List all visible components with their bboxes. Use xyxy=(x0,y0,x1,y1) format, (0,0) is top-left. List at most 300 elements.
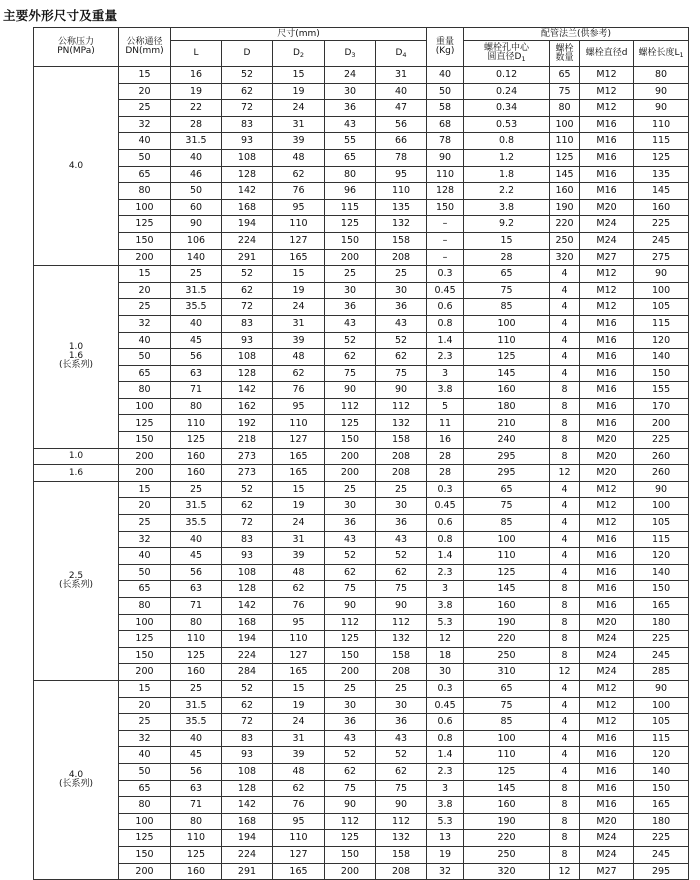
table-cell: 158 xyxy=(376,647,427,664)
table-cell: 150 xyxy=(119,432,171,449)
table-cell: 165 xyxy=(273,448,325,465)
table-cell: 80 xyxy=(325,166,376,183)
table-cell: 8 xyxy=(550,448,580,465)
table-cell: 1.4 xyxy=(427,332,464,349)
table-cell: 4 xyxy=(550,349,580,366)
header-D4 xyxy=(376,41,427,67)
table-cell: 40 xyxy=(171,149,222,166)
table-cell: M12 xyxy=(580,67,634,84)
table-cell: 90 xyxy=(325,598,376,615)
table-cell: 40 xyxy=(171,730,222,747)
table-cell: 50 xyxy=(119,349,171,366)
table-cell: 48 xyxy=(273,349,325,366)
table-cell: M12 xyxy=(580,83,634,100)
table-cell: 20 xyxy=(119,83,171,100)
table-cell: 72 xyxy=(222,714,273,731)
table-cell: M16 xyxy=(580,581,634,598)
table-cell: 45 xyxy=(171,747,222,764)
table-cell: 15 xyxy=(273,680,325,697)
table-row xyxy=(34,631,689,648)
table-cell: 24 xyxy=(273,100,325,117)
table-cell: 8 xyxy=(550,614,580,631)
table-cell: 78 xyxy=(376,149,427,166)
table-row xyxy=(34,564,689,581)
table-cell: 190 xyxy=(464,614,550,631)
table-cell: 32 xyxy=(427,863,464,880)
table-cell: 145 xyxy=(464,581,550,598)
table-row xyxy=(34,614,689,631)
table-cell: 95 xyxy=(273,398,325,415)
table-cell: 28 xyxy=(427,448,464,465)
table-cell: 90 xyxy=(634,83,689,100)
table-cell: 127 xyxy=(273,232,325,249)
table-cell: 165 xyxy=(634,797,689,814)
table-cell: 200 xyxy=(634,415,689,432)
table-cell: 30 xyxy=(376,282,427,299)
table-cell: 56 xyxy=(171,564,222,581)
table-cell: 128 xyxy=(222,581,273,598)
header-bolt-len xyxy=(634,41,689,67)
table-cell: 100 xyxy=(464,730,550,747)
table-cell: 180 xyxy=(634,614,689,631)
table-cell: 100 xyxy=(464,315,550,332)
table-cell: 48 xyxy=(273,149,325,166)
table-cell: 0.6 xyxy=(427,299,464,316)
table-cell: 50 xyxy=(119,564,171,581)
table-cell: 31 xyxy=(376,67,427,84)
table-cell: M16 xyxy=(580,763,634,780)
table-cell: M20 xyxy=(580,813,634,830)
table-cell: 66 xyxy=(376,133,427,150)
table-cell: 95 xyxy=(376,166,427,183)
table-cell: M12 xyxy=(580,515,634,532)
table-cell: 150 xyxy=(427,199,464,216)
table-cell: 4 xyxy=(550,498,580,515)
table-row xyxy=(34,249,689,266)
table-cell: 120 xyxy=(634,332,689,349)
table-cell: 15 xyxy=(119,481,171,498)
table-cell: 62 xyxy=(273,780,325,797)
table-cell: 19 xyxy=(427,846,464,863)
table-cell: M20 xyxy=(580,432,634,449)
table-cell: 4 xyxy=(550,282,580,299)
table-cell: M12 xyxy=(580,697,634,714)
table-cell: 120 xyxy=(634,548,689,565)
table-cell: 1.4 xyxy=(427,747,464,764)
table-cell: 25 xyxy=(376,481,427,498)
table-cell: 105 xyxy=(634,515,689,532)
table-cell: 200 xyxy=(119,863,171,880)
table-cell: 295 xyxy=(464,448,550,465)
header-dn-label: 公称通径 DN(mm) xyxy=(125,37,164,56)
table-cell: 0.8 xyxy=(427,315,464,332)
table-cell: 110 xyxy=(171,631,222,648)
table-cell: 4 xyxy=(550,564,580,581)
table-cell: 31 xyxy=(273,730,325,747)
table-cell: 9.2 xyxy=(464,216,550,233)
table-cell: 140 xyxy=(634,763,689,780)
table-cell: M16 xyxy=(580,133,634,150)
table-cell: 150 xyxy=(634,365,689,382)
table-cell: 56 xyxy=(376,116,427,133)
table-cell: M16 xyxy=(580,747,634,764)
table-cell: 200 xyxy=(119,249,171,266)
table-cell: 90 xyxy=(634,680,689,697)
table-cell: 208 xyxy=(376,465,427,482)
table-cell: 65 xyxy=(550,67,580,84)
table-cell: 273 xyxy=(222,448,273,465)
table-cell: 30 xyxy=(325,83,376,100)
table-cell: 52 xyxy=(222,266,273,283)
table-cell: 8 xyxy=(550,647,580,664)
table-cell: 160 xyxy=(550,183,580,200)
table-cell: 40 xyxy=(427,67,464,84)
table-cell: 150 xyxy=(119,232,171,249)
table-cell: 52 xyxy=(325,548,376,565)
table-cell: 0.45 xyxy=(427,498,464,515)
table-cell: 80 xyxy=(171,813,222,830)
table-cell: M12 xyxy=(580,680,634,697)
table-cell: 90 xyxy=(325,797,376,814)
table-cell: 160 xyxy=(171,465,222,482)
header-dimensions: 尺寸(mm) xyxy=(171,28,427,41)
table-cell: 90 xyxy=(376,797,427,814)
table-cell: 224 xyxy=(222,846,273,863)
table-cell: 96 xyxy=(325,183,376,200)
table-cell: 52 xyxy=(376,747,427,764)
table-cell: 72 xyxy=(222,299,273,316)
table-cell: 194 xyxy=(222,216,273,233)
table-cell: 8 xyxy=(550,432,580,449)
table-row xyxy=(34,349,689,366)
table-body xyxy=(34,67,689,880)
table-cell: 5.3 xyxy=(427,614,464,631)
table-cell: 145 xyxy=(550,166,580,183)
table-cell: 115 xyxy=(634,730,689,747)
table-cell: M16 xyxy=(580,183,634,200)
table-cell: 32 xyxy=(119,531,171,548)
table-cell: 128 xyxy=(222,365,273,382)
table-row xyxy=(34,747,689,764)
table-cell: 110 xyxy=(464,332,550,349)
table-cell: 62 xyxy=(222,498,273,515)
table-cell: 12 xyxy=(550,664,580,681)
table-cell: 78 xyxy=(427,133,464,150)
table-cell: 62 xyxy=(325,763,376,780)
table-cell: M12 xyxy=(580,282,634,299)
table-cell: 100 xyxy=(119,813,171,830)
table-cell: 4 xyxy=(550,299,580,316)
table-cell: M16 xyxy=(580,149,634,166)
table-row xyxy=(34,548,689,565)
table-cell: 115 xyxy=(634,531,689,548)
table-cell: 25 xyxy=(171,481,222,498)
table-cell: M20 xyxy=(580,199,634,216)
table-row xyxy=(34,100,689,117)
table-cell: 112 xyxy=(376,398,427,415)
table-row xyxy=(34,697,689,714)
table-cell: 132 xyxy=(376,415,427,432)
table-cell: 58 xyxy=(427,100,464,117)
table-cell: 125 xyxy=(325,216,376,233)
table-cell: 165 xyxy=(273,465,325,482)
table-cell: 43 xyxy=(376,730,427,747)
table-cell: 250 xyxy=(550,232,580,249)
header-dn xyxy=(119,28,171,67)
table-cell: 162 xyxy=(222,398,273,415)
table-cell: 0.53 xyxy=(464,116,550,133)
table-cell: 3.8 xyxy=(464,199,550,216)
table-cell: 80 xyxy=(550,100,580,117)
table-cell: 112 xyxy=(325,614,376,631)
header-bolt-circle-sub: 1 xyxy=(521,55,526,64)
table-cell: 210 xyxy=(464,415,550,432)
table-cell: 65 xyxy=(119,365,171,382)
table-cell: 43 xyxy=(376,531,427,548)
table-row xyxy=(34,680,689,697)
table-cell: 90 xyxy=(427,149,464,166)
table-cell: 112 xyxy=(376,614,427,631)
table-cell: – xyxy=(427,216,464,233)
table-cell: 0.3 xyxy=(427,680,464,697)
table-cell: 19 xyxy=(273,282,325,299)
table-row xyxy=(34,863,689,880)
header-flange: 配管法兰(供参考) xyxy=(464,28,689,41)
table-cell: 200 xyxy=(119,465,171,482)
table-cell: 285 xyxy=(634,664,689,681)
table-cell: 83 xyxy=(222,730,273,747)
table-cell: 125 xyxy=(325,830,376,847)
header-D2-label: D xyxy=(292,47,300,58)
table-cell: M16 xyxy=(580,415,634,432)
table-cell: 52 xyxy=(222,67,273,84)
table-cell: 245 xyxy=(634,232,689,249)
table-cell: 40 xyxy=(119,747,171,764)
table-cell: 40 xyxy=(376,83,427,100)
table-cell: 72 xyxy=(222,515,273,532)
table-cell: 48 xyxy=(273,564,325,581)
table-cell: 208 xyxy=(376,448,427,465)
table-cell: 62 xyxy=(325,349,376,366)
table-cell: 43 xyxy=(325,116,376,133)
table-cell: 65 xyxy=(119,166,171,183)
table-cell: 25 xyxy=(119,515,171,532)
table-cell: 31.5 xyxy=(171,133,222,150)
table-cell: 19 xyxy=(273,83,325,100)
table-cell: 160 xyxy=(464,598,550,615)
table-cell: 200 xyxy=(325,448,376,465)
page-title: 主要外形尺寸及重量 xyxy=(3,8,118,23)
table-cell: 100 xyxy=(634,282,689,299)
table-cell: 75 xyxy=(325,365,376,382)
table-cell: 128 xyxy=(427,183,464,200)
header-bolt-dia: 螺栓直径d xyxy=(580,41,634,67)
table-cell: 165 xyxy=(273,249,325,266)
table-cell: 50 xyxy=(171,183,222,200)
table-cell: M12 xyxy=(580,498,634,515)
table-cell: 110 xyxy=(171,830,222,847)
table-cell: 65 xyxy=(464,481,550,498)
table-cell: 39 xyxy=(273,747,325,764)
table-cell: 75 xyxy=(325,780,376,797)
table-cell: M12 xyxy=(580,299,634,316)
table-cell: 125 xyxy=(119,415,171,432)
table-cell: 62 xyxy=(325,564,376,581)
table-cell: 68 xyxy=(427,116,464,133)
table-cell: 158 xyxy=(376,846,427,863)
table-cell: 28 xyxy=(171,116,222,133)
table-cell: 48 xyxy=(273,763,325,780)
table-cell: 100 xyxy=(634,697,689,714)
table-cell: 80 xyxy=(119,183,171,200)
table-cell: 3.8 xyxy=(427,598,464,615)
table-cell: 3 xyxy=(427,581,464,598)
table-cell: 5.3 xyxy=(427,813,464,830)
table-cell: 245 xyxy=(634,846,689,863)
table-cell: M12 xyxy=(580,714,634,731)
table-cell: 165 xyxy=(273,863,325,880)
table-cell: 127 xyxy=(273,647,325,664)
table-row xyxy=(34,398,689,415)
table-cell: M16 xyxy=(580,332,634,349)
table-cell: 125 xyxy=(171,432,222,449)
table-cell: M24 xyxy=(580,830,634,847)
table-cell: 110 xyxy=(427,166,464,183)
table-cell: 224 xyxy=(222,232,273,249)
table-row xyxy=(34,515,689,532)
table-cell: 0.8 xyxy=(464,133,550,150)
table-cell: 39 xyxy=(273,133,325,150)
table-row xyxy=(34,415,689,432)
table-cell: 4 xyxy=(550,714,580,731)
table-row xyxy=(34,581,689,598)
table-cell: 25 xyxy=(119,100,171,117)
table-cell: 40 xyxy=(119,133,171,150)
table-cell: 8 xyxy=(550,382,580,399)
table-cell: 110 xyxy=(634,116,689,133)
table-cell: 63 xyxy=(171,780,222,797)
table-cell: 245 xyxy=(634,647,689,664)
table-cell: 36 xyxy=(376,299,427,316)
table-cell: M24 xyxy=(580,232,634,249)
table-cell: 4 xyxy=(550,680,580,697)
table-cell: 30 xyxy=(427,664,464,681)
table-cell: 110 xyxy=(273,216,325,233)
table-cell: 200 xyxy=(325,465,376,482)
table-cell: 273 xyxy=(222,465,273,482)
table-row xyxy=(34,382,689,399)
table-cell: 140 xyxy=(634,349,689,366)
table-cell: 8 xyxy=(550,631,580,648)
table-cell: 218 xyxy=(222,432,273,449)
pn-cell: 1.0 xyxy=(34,448,119,465)
table-cell: 168 xyxy=(222,614,273,631)
table-cell: M27 xyxy=(580,863,634,880)
table-cell: 0.34 xyxy=(464,100,550,117)
table-cell: 168 xyxy=(222,199,273,216)
header-weight xyxy=(427,28,464,67)
table-cell: 25 xyxy=(119,714,171,731)
table-cell: 90 xyxy=(376,382,427,399)
table-cell: 39 xyxy=(273,332,325,349)
table-cell: 145 xyxy=(464,780,550,797)
table-cell: 93 xyxy=(222,548,273,565)
table-cell: 30 xyxy=(325,498,376,515)
table-cell: 125 xyxy=(171,846,222,863)
table-cell: 158 xyxy=(376,432,427,449)
pn-cell: 2.5 (长系列) xyxy=(34,481,119,680)
table-cell: 20 xyxy=(119,498,171,515)
table-cell: 43 xyxy=(325,315,376,332)
table-cell: 36 xyxy=(325,714,376,731)
table-cell: M27 xyxy=(580,249,634,266)
table-cell: 25 xyxy=(119,299,171,316)
table-cell: 142 xyxy=(222,183,273,200)
table-cell: 150 xyxy=(119,647,171,664)
table-cell: 110 xyxy=(376,183,427,200)
table-cell: 125 xyxy=(464,564,550,581)
table-cell: 125 xyxy=(550,149,580,166)
table-cell: 31 xyxy=(273,531,325,548)
spec-table xyxy=(33,27,689,880)
table-cell: 4 xyxy=(550,730,580,747)
table-row xyxy=(34,714,689,731)
table-cell: 150 xyxy=(325,432,376,449)
table-cell: 4 xyxy=(550,763,580,780)
table-cell: 200 xyxy=(325,664,376,681)
table-cell: 62 xyxy=(273,581,325,598)
table-cell: 35.5 xyxy=(171,714,222,731)
header-pn-label: 公称压力 PN(MPa) xyxy=(57,37,95,56)
table-cell: 208 xyxy=(376,863,427,880)
table-cell: 62 xyxy=(222,83,273,100)
table-cell: 62 xyxy=(376,763,427,780)
table-cell: 25 xyxy=(376,680,427,697)
table-cell: M20 xyxy=(580,465,634,482)
table-cell: 284 xyxy=(222,664,273,681)
table-cell: M16 xyxy=(580,398,634,415)
table-cell: 160 xyxy=(171,664,222,681)
table-row xyxy=(34,282,689,299)
table-cell: 291 xyxy=(222,249,273,266)
table-cell: 83 xyxy=(222,531,273,548)
table-cell: 76 xyxy=(273,183,325,200)
table-cell: 194 xyxy=(222,631,273,648)
table-cell: 75 xyxy=(550,83,580,100)
table-cell: 145 xyxy=(634,183,689,200)
table-cell: 75 xyxy=(376,365,427,382)
pn-cell: 1.6 xyxy=(34,465,119,482)
table-cell: 194 xyxy=(222,830,273,847)
table-cell: 75 xyxy=(325,581,376,598)
table-cell: 0.24 xyxy=(464,83,550,100)
table-cell: 76 xyxy=(273,382,325,399)
table-cell: 40 xyxy=(171,531,222,548)
table-cell: 90 xyxy=(634,481,689,498)
table-cell: M20 xyxy=(580,614,634,631)
table-cell: 35.5 xyxy=(171,515,222,532)
table-cell: 13 xyxy=(427,830,464,847)
table-cell: 20 xyxy=(119,697,171,714)
table-cell: 71 xyxy=(171,797,222,814)
table-row xyxy=(34,763,689,780)
table-row xyxy=(34,448,689,465)
header-D3-label: D xyxy=(344,47,352,58)
table-cell: 63 xyxy=(171,581,222,598)
table-cell: 80 xyxy=(171,614,222,631)
table-row xyxy=(34,232,689,249)
table-cell: 160 xyxy=(464,382,550,399)
